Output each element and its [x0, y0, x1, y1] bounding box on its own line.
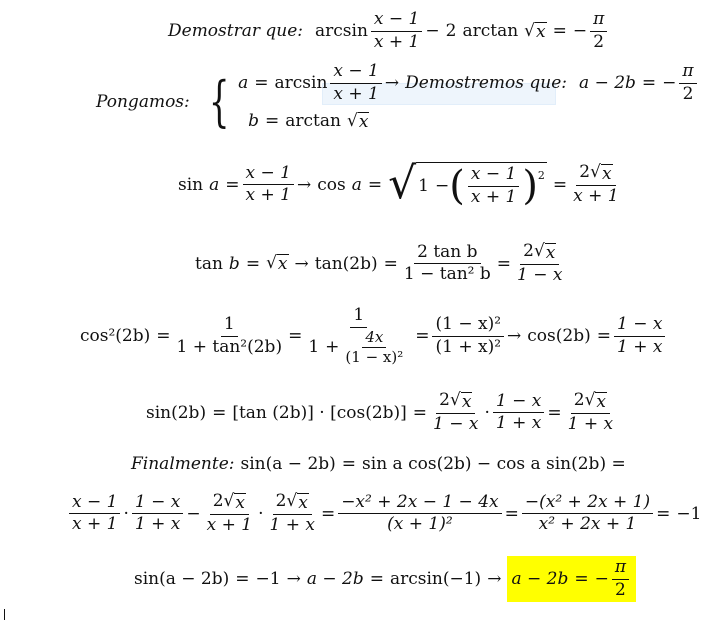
statement-line: Demostrar que: arcsin $\frac{x - 1}{x + 1}$ − 2 arctan √ x = − $\frac{\pi}{2}$	[168, 10, 610, 52]
left-brace: {	[208, 70, 230, 133]
sin-a-line: sin a = $\frac{x - 1}{x + 1}$ → cos a = √ 1 − ( $\frac{x - 1}{x + 1}$ ) 2 = 2 √ x x + 1	[178, 162, 625, 207]
product-line: $\frac{x - 1}{x + 1}$ · $\frac{1 - x}{1 + x}$ − 2 √ x x + 1 · 2 √ x 1 + x = $\frac{\text{−x² + 2x − 1 − 4x}}{\text{(x + 1)²}}$ = $\frac{\text{−(x² + 2x + 1)}}{\text{x² + 2x + 1}}$ = −1	[66, 492, 701, 535]
final-line: sin(a − 2b) = −1 → a − 2b = arcsin(−1) → a − 2b = − $\frac{\pi}{2}$	[134, 556, 636, 602]
sqrt: √ x	[524, 21, 546, 42]
finalmente-line: Finalmente: sin(a − 2b) = sin a cos(2b) − cos a sin(2b) =	[131, 454, 626, 474]
equation-system: a = arcsin $\frac{x - 1}{x + 1}$ → Demostremos que: a − 2b = − $\frac{\pi}{2}$ b = arctan √ x	[238, 68, 699, 136]
demostrar-label: Demostrar que:	[168, 21, 304, 42]
finalmente-label: Finalmente:	[131, 454, 235, 474]
fraction: $\frac{x - 1}{x + 1}$	[371, 10, 422, 52]
highlighted-result: a − 2b = − $\frac{\pi}{2}$	[507, 556, 636, 602]
pi-over-2: $\frac{\pi}{2}$	[590, 10, 607, 52]
text-cursor	[4, 609, 5, 620]
pongamos-label: Pongamos:	[96, 92, 190, 112]
cos2-line: cos²(2b) = $\frac{1}{\text{1 + tan²(2b)}}$ = 1 1 + $\frac{4x}{\text{(1 − x)²}}$ = $\frac{\text{(1 − x)²}}{\text{(1 + x)²}}$ → cos(2b) = $\frac{1 - x}{1 + x}$	[80, 306, 668, 366]
arcsin-func: arcsin	[315, 21, 368, 42]
pongamos-line	[96, 60, 700, 136]
tan-b-line: tan b = √ x → tan(2b) = $\frac{\text{2 tan b}}{\text{1 − tan² b}}$ = 2 √ x 1 − x	[195, 242, 569, 285]
sin-2b-line: sin(2b) = [tan (2b)] · [cos(2b)] = 2 √ x 1 − x · $\frac{1 - x}{1 + x}$ = 2 √ x 1 + x	[146, 391, 619, 434]
big-sqrt: √ 1 − ( $\frac{x - 1}{x + 1}$ ) 2	[388, 158, 545, 210]
